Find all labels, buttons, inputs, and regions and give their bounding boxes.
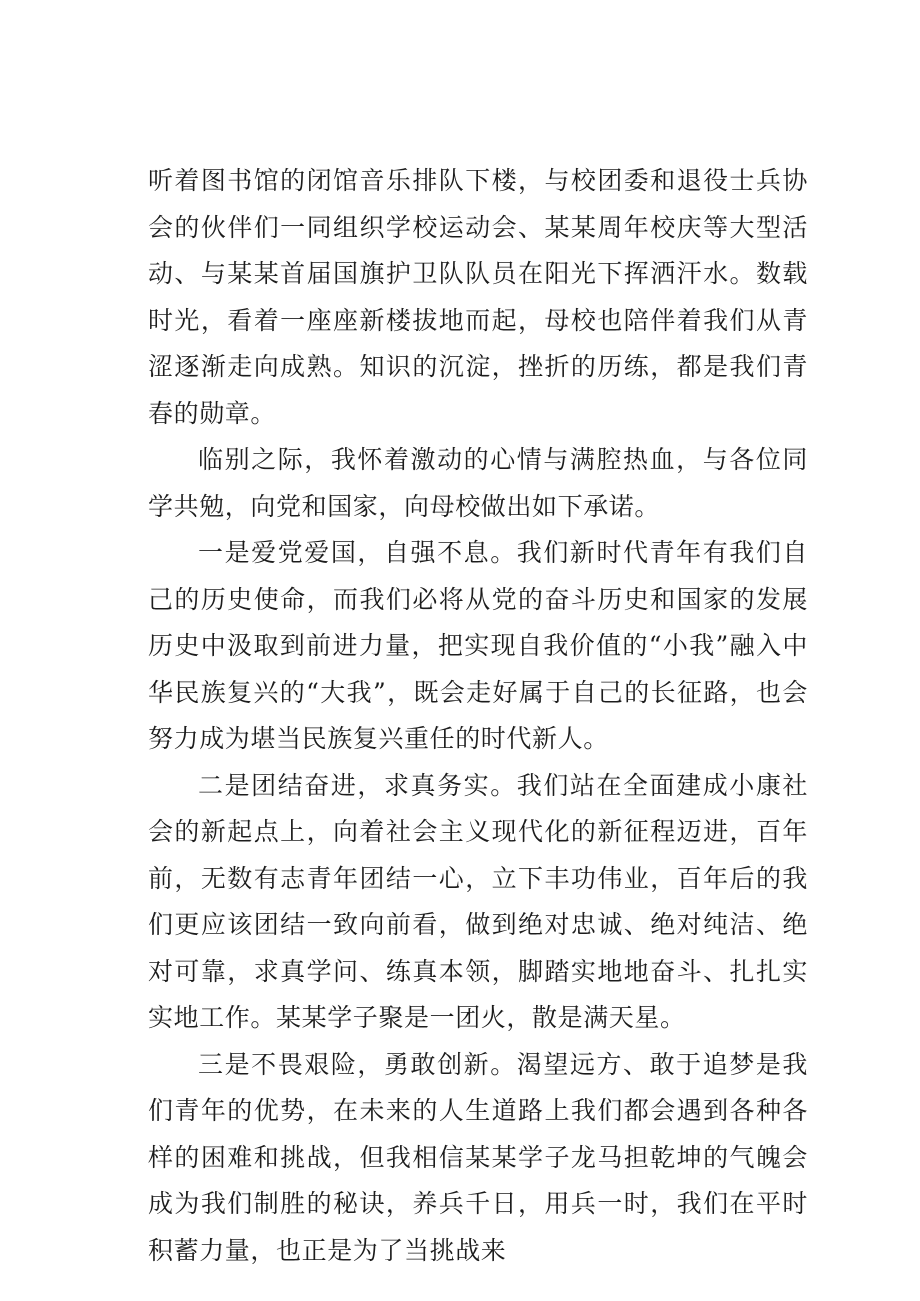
paragraph-pledge-one: 一是爱党爱国，自强不息。我们新时代青年有我们自己的历史使命，而我们必将从党的奋斗历史和国家的发展历史中汲取到前进力量，把实现自我价值的“小我”融入中华民族复兴的“大我”，既会走好属于自己的长征路，也会努力成为堪当民族复兴重任的时代新人。 [148, 538, 808, 753]
paragraph-pledge-three: 三是不畏艰险，勇敢创新。渴望远方、敢于追梦是我们青年的优势，在未来的人生道路上我们都会遇到各种各样的困难和挑战，但我相信某某学子龙马担乾坤的气魄会成为我们制胜的秘诀，养兵千日，用兵一时，我们在平时积蓄力量，也正是为了当挑战来 [148, 1049, 808, 1265]
paragraph-farewell: 临别之际，我怀着激动的心情与满腔热血，与各位同学共勉，向党和国家，向母校做出如下承诺。 [148, 445, 808, 521]
paragraph-continuation: 听着图书馆的闭馆音乐排队下楼，与校团委和退役士兵协会的伙伴们一同组织学校运动会、某某周年校庆等大型活动、与某某首届国旗护卫队队员在阳光下挥洒汗水。数载时光，看着一座座新楼拔地而起，母校也陪伴着我们从青涩逐渐走向成熟。知识的沉淀，挫折的历练，都是我们青春的勋章。 [148, 166, 808, 428]
document-body [148, 158, 808, 1274]
paragraph-pledge-two: 二是团结奋进，求真务实。我们站在全面建成小康社会的新起点上，向着社会主义现代化的新征程迈进，百年前，无数有志青年团结一心，立下丰功伟业，百年后的我们更应该团结一致向前看，做到绝对忠诚、绝对纯洁、绝对可靠，求真学问、练真本领，脚踏实地地奋斗、扎扎实实地工作。某某学子聚是一团火，散是满天星。 [148, 770, 808, 1032]
